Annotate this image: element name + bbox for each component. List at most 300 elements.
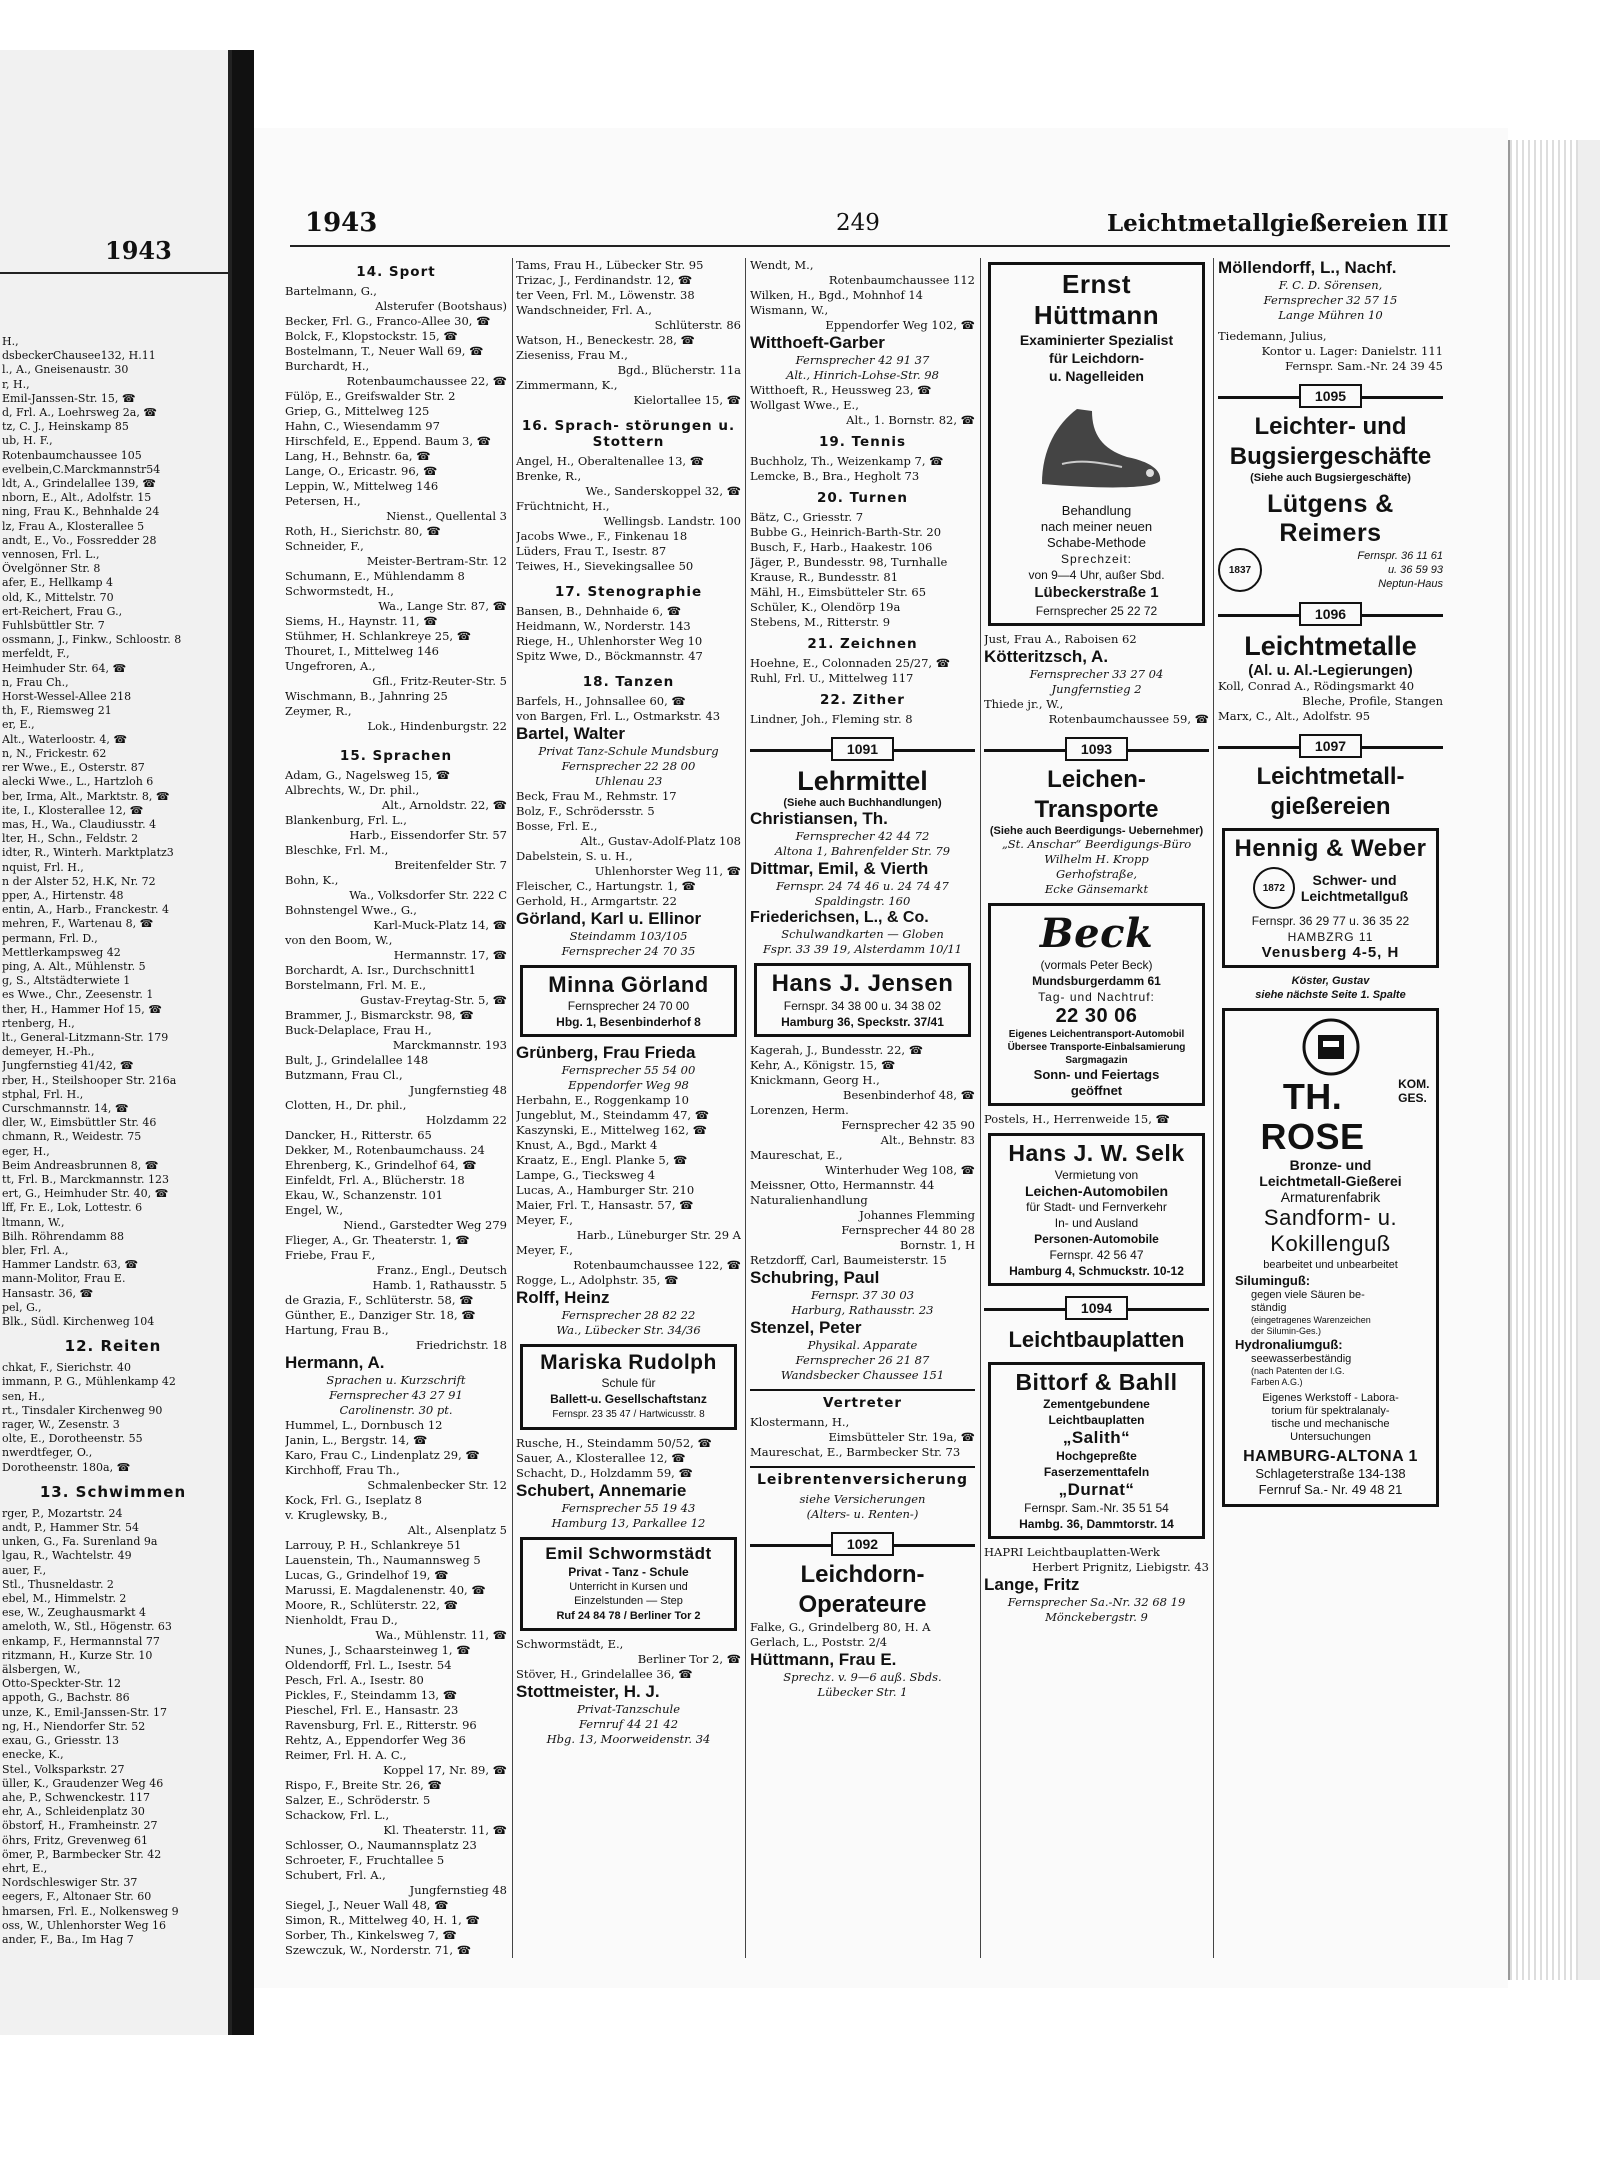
directory-entry: Schlosser, O., Naumannsplatz 23 bbox=[285, 1838, 477, 1852]
ad-line: Siluminguß: bbox=[1235, 1273, 1311, 1288]
entry-stottmeister: Stottmeister, H. J. bbox=[516, 1682, 660, 1701]
directory-entry: Lüders, Frau T., Isestr. 87 bbox=[516, 544, 667, 558]
ad-suffix: KOM. GES. bbox=[1398, 1077, 1430, 1105]
directory-entry: Koll, Conrad A., Rödingsmarkt 40 bbox=[1218, 679, 1415, 693]
left-entry: th, F., Riemsweg 21 bbox=[2, 704, 112, 718]
left-entry: enkamp, F., Hermannstal 77 bbox=[2, 1634, 160, 1648]
left-entry: ning, Frau K., Behnhalde 24 bbox=[2, 505, 160, 519]
directory-entry: Salzer, E., Schröderstr. 5 bbox=[285, 1793, 431, 1807]
left-entry: stphal, Frl. H., bbox=[2, 1087, 84, 1101]
directory-entry: Bubbe G., Heinrich-Barth-Str. 20 bbox=[750, 525, 942, 539]
ad-line: Schule für bbox=[601, 1376, 656, 1390]
ad-hennig-weber bbox=[1222, 828, 1439, 968]
entry-continuation: Nienst., Quellental 3 bbox=[386, 509, 507, 523]
directory-entry: Lucas, A., Hamburger Str. 210 bbox=[516, 1183, 695, 1197]
christiansen-details bbox=[750, 829, 975, 859]
directory-entry: Bätz, C., Griesstr. 7 bbox=[750, 510, 864, 524]
entry-detail-line: Wandsbecker Chaussee 151 bbox=[780, 1368, 945, 1382]
directory-entry: Pieschel, Frl. E., Hansastr. 23 bbox=[285, 1703, 459, 1717]
left-entry: öbstorf, H., Framheinstr. 27 bbox=[2, 1819, 158, 1833]
ad-line: Farben A.G.) bbox=[1251, 1377, 1303, 1387]
ad-title: Lütgens & Reimers bbox=[1267, 490, 1394, 547]
left-entry: exau, G., Griesstr. 13 bbox=[2, 1734, 120, 1748]
entry-continuation: Hamb. 1, Rathausstr. 5 bbox=[372, 1278, 507, 1292]
entry-koetteritzsch: Kötteritzsch, A. bbox=[984, 647, 1109, 666]
goerland-details bbox=[516, 929, 741, 959]
koll-list bbox=[1218, 679, 1443, 724]
directory-entry: Brammer, J., Bismarckstr. 98, ☎ bbox=[285, 1008, 474, 1022]
ad-line: Untersuchungen bbox=[1290, 1431, 1371, 1443]
left-entry: lter, H., Schn., Feldstr. 2 bbox=[2, 832, 139, 846]
left-entry: ert-Reichert, Frau G., bbox=[2, 604, 123, 618]
ad-title: Minna Görland bbox=[548, 972, 709, 997]
left-entry: rtenberg, H., bbox=[2, 1016, 75, 1030]
ad-line: gegen viele Säuren be- bbox=[1251, 1289, 1365, 1301]
ad-line: seewasserbeständig bbox=[1251, 1353, 1352, 1365]
directory-entry: Rusche, H., Steindamm 50/52, ☎ bbox=[516, 1436, 712, 1450]
ad-th-rose bbox=[1222, 1008, 1439, 1507]
directory-entry: Jäger, P., Bundesstr. 98, Turnhalle bbox=[750, 555, 948, 569]
entry-detail-line: Fernsprecher 24 70 35 bbox=[561, 944, 696, 958]
directory-entry: Stebens, M., Ritterstr. 9 bbox=[750, 615, 891, 629]
directory-entry: Karo, Frau C., Lindenplatz 29, ☎ bbox=[285, 1448, 480, 1462]
entry-detail-line: Wa., Lübecker Str. 34/36 bbox=[556, 1323, 701, 1337]
ad-line: Fernspr. 34 38 00 u. 34 38 02 bbox=[783, 999, 942, 1013]
category-number-1095: 1095 bbox=[1218, 384, 1443, 410]
left-entry: hmarsen, Frl. E., Nolkensweg 9 bbox=[2, 1904, 179, 1918]
directory-entry: Hummel, L., Dornbusch 12 bbox=[285, 1418, 443, 1432]
left-entry: n der Alster 52, H.K, Nr. 72 bbox=[2, 874, 156, 888]
left-entry: d, Frl. A., Loehrsweg 2a, ☎ bbox=[2, 406, 158, 420]
entry-detail-line: Fernsprecher 22 28 00 bbox=[561, 759, 696, 773]
column-divider bbox=[745, 258, 746, 1958]
left-entry: ameloth, W., Stl., Högenstr. 63 bbox=[2, 1620, 172, 1634]
directory-entry: Lemcke, B., Bra., Hegholt 73 bbox=[750, 469, 920, 483]
entry-continuation: Kontor u. Lager: Danielstr. 111 bbox=[1261, 344, 1443, 358]
entry-continuation: Hermannstr. 17, ☎ bbox=[393, 948, 507, 962]
left-entry: unken, G., Fa. Surenland 9a bbox=[2, 1535, 158, 1549]
directory-entry: Kehr, A., Königstr. 15, ☎ bbox=[750, 1058, 896, 1072]
entry-detail-line: Hbg. 13, Moorweidenstr. 34 bbox=[546, 1732, 711, 1746]
entry-detail-line: Fernsprecher 28 82 22 bbox=[561, 1308, 696, 1322]
directory-entry: Engel, W., bbox=[285, 1203, 344, 1217]
directory-entry: Blankenburg, Frl. L., bbox=[285, 813, 407, 827]
entry-continuation: We., Sanderskoppel 32, ☎ bbox=[585, 484, 741, 498]
directory-entry: Beck, Frau M., Rehmstr. 17 bbox=[516, 789, 677, 803]
directory-entry: Retzdorff, Carl, Baumeisterstr. 15 bbox=[750, 1253, 947, 1267]
directory-entry: Tams, Frau H., Lübecker Str. 95 bbox=[516, 258, 704, 272]
entry-stenzel: Stenzel, Peter bbox=[750, 1318, 862, 1337]
directory-entry: Bohnstengel Wwe., G., bbox=[285, 903, 417, 917]
col3-bottom-list bbox=[750, 1620, 975, 1650]
left-entry: mehren, F., Wartenau 8, ☎ bbox=[2, 917, 154, 931]
lange-details bbox=[984, 1595, 1209, 1625]
directory-entry: Schackow, Frl. L., bbox=[285, 1808, 390, 1822]
directory-entry: Spitz Wwe, D., Böckmannstr. 47 bbox=[516, 649, 703, 663]
entry-continuation: Wa., Volksdorfer Str. 222 C bbox=[349, 888, 507, 902]
ad-line: tische und mechanische bbox=[1271, 1418, 1390, 1430]
directory-entry: Kagerah, J., Bundesstr. 22, ☎ bbox=[750, 1043, 924, 1057]
entry-detail-line: Fernruf 44 21 42 bbox=[578, 1717, 679, 1731]
ad-line: Personen-Automobile bbox=[1034, 1232, 1159, 1246]
directory-entry: Sorber, Th., Kinkelsweg 7, ☎ bbox=[285, 1928, 457, 1942]
left-entry: unze, K., Emil-Janssen-Str. 17 bbox=[2, 1705, 168, 1719]
entry-detail-line: Schulwandkarten — Globen bbox=[781, 927, 944, 941]
left-entry: lgau, R., Wachtelstr. 49 bbox=[2, 1549, 132, 1563]
directory-entry: Larrouy, P. H., Schlankreye 51 bbox=[285, 1538, 462, 1552]
ad-line: der Silumin-Ges.) bbox=[1251, 1326, 1322, 1336]
col4-top-list bbox=[984, 632, 1209, 647]
ad-line: Faserzementtafeln bbox=[1043, 1465, 1150, 1479]
left-entry: rer Wwe., E., Osterstr. 87 bbox=[2, 761, 145, 775]
ad-line: Fernspr. 36 11 61 bbox=[1357, 550, 1443, 562]
ad-line: u. Nagelleiden bbox=[1049, 368, 1144, 384]
directory-entry: von Bargen, Frl. L., Ostmarkstr. 43 bbox=[516, 709, 721, 723]
entry-continuation: Uhlenhorster Weg 11, ☎ bbox=[594, 864, 741, 878]
directory-entry: Petersen, H., bbox=[285, 494, 361, 508]
left-entry: chmann, R., Weidestr. 75 bbox=[2, 1130, 142, 1144]
directory-entry: Lindner, Joh., Fleming str. 8 bbox=[750, 712, 913, 726]
ad-line: Bronze- und bbox=[1289, 1157, 1372, 1173]
directory-entry: Griep, G., Mittelweg 125 bbox=[285, 404, 430, 418]
directory-entry: Roth, H., Sierichstr. 80, ☎ bbox=[285, 524, 441, 538]
left-entry: nborn, E., Alt., Adolfstr. 15 bbox=[2, 491, 152, 505]
entry-continuation: Koppel 17, Nr. 89, ☎ bbox=[383, 1763, 507, 1777]
left-entry: Curschmannstr. 14, ☎ bbox=[2, 1101, 129, 1115]
directory-entry: Wendt, M., bbox=[750, 258, 814, 272]
ad-line: Leichtmetallguß bbox=[1300, 888, 1409, 904]
ad-bittorf-bahll bbox=[988, 1362, 1205, 1539]
left-entry: ese, W., Zeughausmarkt 4 bbox=[2, 1606, 147, 1620]
directory-entry: de Grazia, F., Schlüterstr. 58, ☎ bbox=[285, 1293, 474, 1307]
directory-entry: Meyer, F., bbox=[516, 1213, 573, 1227]
ad-line: Fernspr. 36 29 77 u. 36 35 22 bbox=[1251, 914, 1410, 928]
left-entry: n, N., Frickestr. 62 bbox=[2, 746, 107, 760]
directory-entry: Jungeblut, M., Steindamm 47, ☎ bbox=[516, 1108, 710, 1122]
directory-entry: ter Veen, Frl. M., Löwenstr. 38 bbox=[516, 288, 695, 302]
left-entry: chkat, F., Sierichstr. 40 bbox=[2, 1361, 131, 1375]
ad-line: Behandlung bbox=[1061, 503, 1132, 518]
directory-entry: Fülöp, E., Greifswalder Str. 2 bbox=[285, 389, 456, 403]
entry-continuation: Breitenfelder Str. 7 bbox=[394, 858, 507, 872]
directory-entry: Schwormstedt, H., bbox=[285, 584, 394, 598]
ad-line: Tag- und Nachtruf: bbox=[1038, 990, 1155, 1004]
left-entry: sen, H., bbox=[2, 1389, 45, 1403]
ad-line: Eigenes Leichentransport-Automobil bbox=[1008, 1029, 1185, 1040]
foundry-logo-icon bbox=[1301, 1017, 1361, 1077]
entry-detail-line: Köster, Gustav bbox=[1291, 975, 1370, 987]
entry-detail-line: Sprachen u. Kurzschrift bbox=[326, 1373, 466, 1387]
left-entry: Emil-Janssen-Str. 15, ☎ bbox=[2, 391, 136, 405]
col2-top-list bbox=[516, 258, 741, 408]
left-entry: Mettlerkampsweg 42 bbox=[2, 945, 121, 959]
left-entry: merfeldt, F., bbox=[2, 647, 70, 661]
ad-line: Armaturenfabrik bbox=[1280, 1189, 1381, 1205]
entry-detail-line: Steindamm 103/105 bbox=[569, 929, 688, 943]
ad-title: Ernst Hüttmann bbox=[1033, 269, 1160, 330]
directory-entry: Tiedemann, Julius, bbox=[1218, 329, 1327, 343]
stottmeister-details bbox=[516, 1702, 741, 1747]
entry-continuation: Johannes Flemming bbox=[859, 1208, 975, 1222]
left-entry: dler, W., Eimsbüttler Str. 46 bbox=[2, 1116, 157, 1130]
left-entry: älsbergen, W., bbox=[2, 1663, 81, 1677]
directory-entry: Pickles, F., Steindamm 13, ☎ bbox=[285, 1688, 458, 1702]
category-title-leichen-transporte: Leichen- Transporte bbox=[1034, 766, 1159, 823]
entry-detail-line: Ecke Gänsemarkt bbox=[1044, 882, 1149, 896]
ad-beck bbox=[988, 903, 1205, 1106]
directory-entry: Lorenzen, Herm. bbox=[750, 1103, 849, 1117]
entry-detail-line: Physikal. Apparate bbox=[807, 1338, 918, 1352]
s20-list bbox=[750, 510, 975, 630]
directory-entry: Schumann, E., Mühlendamm 8 bbox=[285, 569, 465, 583]
ad-line: Sandform- u. bbox=[1263, 1205, 1398, 1230]
left-entry: auer, F., bbox=[2, 1563, 47, 1577]
category-number-1096: 1096 bbox=[1218, 602, 1443, 628]
category-number-1091: 1091 bbox=[750, 737, 975, 763]
left-entry: rger, P., Mozartstr. 24 bbox=[2, 1506, 123, 1520]
directory-entry: Thiede jr., W., bbox=[984, 697, 1064, 711]
anschar-details bbox=[984, 837, 1209, 897]
ad-line: Leichtbauplatten bbox=[1048, 1413, 1145, 1427]
seal-icon: 1837 bbox=[1218, 548, 1262, 592]
section-heading-stenographie: 17. Stenographie bbox=[554, 584, 703, 600]
s21-list bbox=[750, 656, 975, 686]
entry-gruenberg: Grünberg, Frau Frieda bbox=[516, 1043, 696, 1062]
entry-detail-line: Fernsprecher 55 19 43 bbox=[561, 1501, 696, 1515]
entry-continuation: Berliner Tor 2, ☎ bbox=[637, 1652, 741, 1666]
friederichsen-details bbox=[750, 927, 975, 957]
directory-entry: Günther, E., Danziger Str. 18, ☎ bbox=[285, 1308, 476, 1322]
directory-entry: Simon, R., Mittelweg 40, H. 1, ☎ bbox=[285, 1913, 480, 1927]
directory-entry: Friebe, Frau F., bbox=[285, 1248, 376, 1262]
entry-detail-line: Carolinenstr. 30 pt. bbox=[339, 1403, 453, 1417]
ad-line: Unterricht in Kursen und bbox=[569, 1581, 688, 1593]
directory-entry: Bolz, F., Schrödersstr. 5 bbox=[516, 804, 655, 818]
directory-entry: Klostermann, H., bbox=[750, 1415, 850, 1429]
entry-detail-line: Eppendorfer Weg 98 bbox=[568, 1078, 689, 1092]
ad-line: für Stadt- und Fernverkehr bbox=[1026, 1200, 1167, 1214]
directory-entry: Becker, Frl. G., Franco-Allee 30, ☎ bbox=[285, 314, 491, 328]
ad-ernst-huettmann bbox=[988, 262, 1205, 626]
directory-entry: Lampe, G., Tiecksweg 4 bbox=[516, 1168, 656, 1182]
left-entry: g, S., Altstädterwiete 1 bbox=[2, 974, 131, 988]
left-entry: ossmann, J., Finkw., Schloostr. 8 bbox=[2, 633, 182, 647]
directory-entry: Rehtz, A., Eppendorfer Weg 36 bbox=[285, 1733, 466, 1747]
entry-detail-line: Gerhofstraße, bbox=[1055, 867, 1138, 881]
section-heading-tanzen: 18. Tanzen bbox=[582, 674, 675, 690]
left-entry: ahe, P., Schwenckestr. 117 bbox=[2, 1790, 151, 1804]
s18-list-d bbox=[516, 1436, 741, 1481]
tiedemann-list bbox=[1218, 329, 1443, 374]
left-entry: Nordschleswiger Str. 37 bbox=[2, 1876, 138, 1890]
entry-christiansen: Christiansen, Th. bbox=[750, 809, 888, 828]
entry-detail-line: Mönckebergstr. 9 bbox=[1045, 1610, 1148, 1624]
left-entry: entin, A., Harb., Franckestr. 4 bbox=[2, 903, 169, 917]
directory-entry: Ehrenberg, K., Grindelhof 64, ☎ bbox=[285, 1158, 477, 1172]
directory-entry: Maier, Frl. T., Hansastr. 57, ☎ bbox=[516, 1198, 694, 1212]
directory-entry: Szewczuk, W., Norderstr. 71, ☎ bbox=[285, 1943, 472, 1957]
section-heading-zeichnen: 21. Zeichnen bbox=[807, 636, 918, 652]
directory-entry: Watson, H., Beneckestr. 28, ☎ bbox=[516, 333, 695, 347]
left-entry: eegers, F., Altonaer Str. 60 bbox=[2, 1890, 152, 1904]
left-entry: ping, A. Alt., Mühlenstr. 5 bbox=[2, 959, 146, 973]
directory-entry: Stöver, H., Grindelallee 36, ☎ bbox=[516, 1667, 693, 1681]
entry-continuation: Winterhuder Weg 108, ☎ bbox=[824, 1163, 975, 1177]
directory-entry: Adam, G., Nagelsweg 15, ☎ bbox=[285, 768, 451, 782]
ad-line: geöffnet bbox=[1070, 1083, 1123, 1098]
entry-detail-line: siehe nächste Seite 1. Spalte bbox=[1255, 989, 1406, 1001]
ad-line: Fernspr. Sam.-Nr. 35 51 54 bbox=[1024, 1501, 1169, 1515]
directory-entry: Buck-Delaplace, Frau H., bbox=[285, 1023, 432, 1037]
left-entry: nwerdtfeger, O., bbox=[2, 1446, 93, 1460]
ad-title: Hans J. W. Selk bbox=[1008, 1140, 1185, 1166]
directory-entry: Falke, G., Grindelberg 80, H. A bbox=[750, 1620, 931, 1634]
left-entry: es Wwe., Chr., Zeesenstr. 1 bbox=[2, 988, 154, 1002]
entry-continuation: Wellingsb. Landstr. 100 bbox=[603, 514, 741, 528]
entry-continuation: Bornstr. 1, H bbox=[899, 1238, 975, 1252]
ad-brand: „Salith“ bbox=[1062, 1428, 1131, 1447]
directory-entry: Ungefroren, A., bbox=[285, 659, 376, 673]
ad-luetgens-reimers bbox=[1218, 490, 1443, 592]
directory-entry: Wollgast Wwe., E., bbox=[750, 398, 859, 412]
ad-line: torium für spektralanaly- bbox=[1271, 1405, 1390, 1417]
directory-entry: Wilken, H., Bgd., Mohnhof 14 bbox=[750, 288, 923, 302]
left-entry: lff, Fr. E., Lok, Lottestr. 6 bbox=[2, 1201, 143, 1215]
left-entry: permann, Frl. D., bbox=[2, 931, 98, 945]
hapri-list bbox=[984, 1545, 1209, 1575]
ad-line: Übersee Transporte-Einbalsamierung bbox=[1007, 1042, 1186, 1053]
left-top-list bbox=[2, 335, 224, 1329]
ad-title: Beck bbox=[1039, 910, 1154, 957]
entry-dittmar: Dittmar, Emil, & Vierth bbox=[750, 859, 929, 878]
left-entry: mann-Molitor, Frau E. bbox=[2, 1272, 126, 1286]
column-1 bbox=[285, 258, 507, 1958]
directory-entry: Bleschke, Frl. M., bbox=[285, 843, 389, 857]
left-entry: Övelgönner Str. 8 bbox=[2, 562, 101, 576]
entry-continuation: Schmalenbecker Str. 12 bbox=[367, 1478, 507, 1492]
schubring-details bbox=[750, 1288, 975, 1318]
s19-list bbox=[750, 454, 975, 484]
entry-continuation: Eppendorfer Weg 102, ☎ bbox=[825, 318, 975, 332]
left-entry: tz, C. J., Heinskamp 85 bbox=[2, 420, 129, 434]
directory-entry: Krause, R., Bundesstr. 81 bbox=[750, 570, 899, 584]
left-entry: afer, E., Hellkamp 4 bbox=[2, 576, 114, 590]
entry-continuation: Fernsprecher 44 80 28 bbox=[841, 1223, 975, 1237]
directory-entry: Flieger, A., Gr. Theaterstr. 1, ☎ bbox=[285, 1233, 470, 1247]
directory-entry: Marx, C., Alt., Adolfstr. 95 bbox=[1218, 709, 1371, 723]
left-entry: andt, E., Vo., Fossredder 28 bbox=[2, 533, 157, 547]
entry-detail-line: Fernspr. 37 30 03 bbox=[810, 1288, 915, 1302]
left-entry: mas, H., Wa., Claudiusstr. 4 bbox=[2, 817, 157, 831]
ad-title: Bittorf & Bahll bbox=[1015, 1369, 1178, 1395]
left-entry: Hammer Landstr. 63, ☎ bbox=[2, 1258, 139, 1272]
leibrenten-details bbox=[750, 1492, 975, 1522]
directory-entry: Nienholdt, Frau D., bbox=[285, 1613, 398, 1627]
ad-line: u. 36 59 93 bbox=[1387, 564, 1443, 576]
directory-entry: Bosse, Frl. E., bbox=[516, 819, 598, 833]
ad-line: Schwer- und bbox=[1312, 872, 1397, 888]
directory-entry: Lang, H., Behnstr. 6a, ☎ bbox=[285, 449, 431, 463]
ad-emil-schwormstaedt bbox=[520, 1537, 737, 1631]
page-title: Leichtmetallgießereien III bbox=[1107, 210, 1449, 237]
directory-entry: Mähl, H., Eimsbütteler Str. 65 bbox=[750, 585, 927, 599]
section-heading-schwimmen: 13. Schwimmen bbox=[39, 1482, 187, 1501]
ad-hans-selk bbox=[988, 1133, 1205, 1286]
entry-continuation: Alt., Arnoldstr. 22, ☎ bbox=[381, 798, 507, 812]
entry-detail-line: Alt., Hinrich-Lohse-Str. 98 bbox=[786, 368, 939, 382]
entry-continuation: Rotenbaumchaussee 59, ☎ bbox=[1048, 712, 1209, 726]
directory-entry: Wismann, W., bbox=[750, 303, 829, 317]
directory-entry: Schneider, F., bbox=[285, 539, 364, 553]
left-entry: Stl., Thusneldastr. 2 bbox=[2, 1577, 114, 1591]
directory-entry: Rogge, L., Adolphstr. 35, ☎ bbox=[516, 1273, 679, 1287]
bartel-details bbox=[516, 744, 741, 789]
entry-detail-line: Spaldingstr. 160 bbox=[814, 894, 911, 908]
entry-continuation: Eimsbütteler Str. 19a, ☎ bbox=[828, 1430, 975, 1444]
left-entry: nquist, Frl. H., bbox=[2, 860, 84, 874]
left-entry: rt., Tinsdaler Kirchenweg 90 bbox=[2, 1403, 163, 1417]
left-entry: enecke, K., bbox=[2, 1748, 64, 1762]
column-divider bbox=[980, 258, 981, 1958]
section-heading-zither: 22. Zither bbox=[820, 692, 905, 708]
ad-line: Kokillenguß bbox=[1270, 1231, 1391, 1256]
ad-line: Schabe-Methode bbox=[1046, 535, 1146, 550]
entry-continuation: Marckmannstr. 193 bbox=[392, 1038, 507, 1052]
ad-title: TH. ROSE bbox=[1260, 1076, 1365, 1157]
directory-entry: Zeymer, R., bbox=[285, 704, 352, 718]
entry-continuation: Schlüterstr. 86 bbox=[654, 318, 741, 332]
left-entry: Blk., Südl. Kirchenweg 104 bbox=[2, 1315, 155, 1329]
directory-entry: Zimmermann, K., bbox=[516, 378, 618, 392]
left-entry: eger, H., bbox=[2, 1144, 50, 1158]
column-5 bbox=[1218, 258, 1443, 1513]
ad-brand: „Durnat“ bbox=[1058, 1480, 1135, 1499]
directory-entry: Früchtnicht, H., bbox=[516, 499, 610, 513]
directory-entry: Butzmann, Frau Cl., bbox=[285, 1068, 403, 1082]
directory-entry: Angel, H., Oberaltenallee 13, ☎ bbox=[516, 454, 705, 468]
entry-detail-line: Lübecker Str. 1 bbox=[817, 1685, 908, 1699]
entry-continuation: Gustav-Freytag-Str. 5, ☎ bbox=[360, 993, 507, 1007]
column-divider bbox=[512, 258, 513, 1958]
s18-list-c bbox=[516, 1093, 741, 1288]
section-heading-sprachen: 15. Sprachen bbox=[339, 748, 453, 764]
directory-entry: Barfels, H., Johnsallee 60, ☎ bbox=[516, 694, 686, 708]
section-heading-reiten: 12. Reiten bbox=[64, 1337, 162, 1356]
entry-detail-line: Fernsprecher 32 57 15 bbox=[1263, 293, 1398, 307]
entry-detail-line: Sprechz. v. 9—6 auß. Sbds. bbox=[783, 1670, 942, 1684]
entry-detail-line: Privat-Tanzschule bbox=[576, 1702, 681, 1716]
left-schwimmen-list bbox=[2, 1507, 224, 1947]
left-entry: evelbein,C.Marckmannstr54 bbox=[2, 462, 161, 476]
entry-continuation: Bgd., Blücherstr. 11a bbox=[617, 363, 741, 377]
left-entry: Beim Andreasbrunnen 8, ☎ bbox=[2, 1158, 159, 1172]
left-entry: ub, H. F., bbox=[2, 434, 53, 448]
left-facing-page bbox=[0, 50, 232, 2035]
left-entry: ömer, P., Barmbecker Str. 42 bbox=[2, 1847, 162, 1861]
left-entry: ltmann, W., bbox=[2, 1215, 65, 1229]
directory-entry: Gerlach, L., Poststr. 2/4 bbox=[750, 1635, 888, 1649]
entry-friederichsen: Friederichsen, L., & Co. bbox=[750, 909, 929, 926]
header-rule bbox=[290, 245, 1450, 247]
left-entry: ebel, M., Himmelstr. 2 bbox=[2, 1592, 127, 1606]
s17-list bbox=[516, 604, 741, 664]
entry-detail-line: Fernsprecher 43 27 91 bbox=[329, 1388, 463, 1402]
directory-entry: Hirschfeld, E., Eppend. Baum 3, ☎ bbox=[285, 434, 491, 448]
directory-entry: Dancker, H., Ritterstr. 65 bbox=[285, 1128, 432, 1142]
dittmar-details bbox=[750, 879, 975, 909]
category-note: (Siehe auch Bugsiergeschäfte) bbox=[1250, 472, 1411, 484]
directory-entry: v. Kruglewsky, B., bbox=[285, 1508, 388, 1522]
